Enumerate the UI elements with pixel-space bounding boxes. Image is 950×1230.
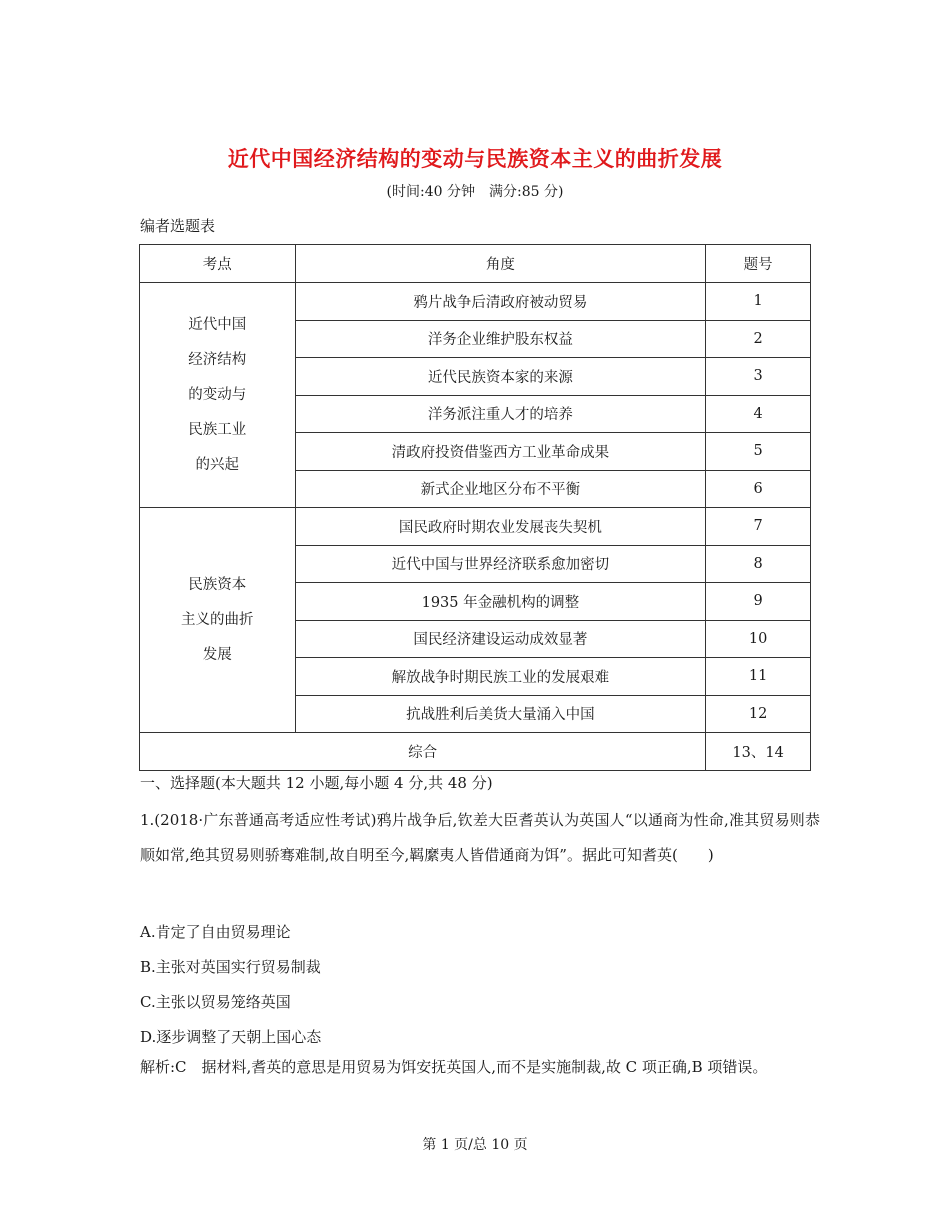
angle-cell: 清政府投资借鉴西方工业革命成果	[295, 433, 706, 471]
topic-cell-1	[140, 283, 296, 508]
topic-line: 经济结构	[188, 351, 247, 368]
angle-cell: 新式企业地区分布不平衡	[295, 470, 706, 508]
number-cell: 6	[706, 470, 811, 508]
angle-cell: 近代中国与世界经济联系愈加密切	[295, 545, 706, 583]
table-row	[140, 283, 811, 321]
angle-cell: 国民经济建设运动成效显著	[295, 620, 706, 658]
angle-cell: 洋务派注重人才的培养	[295, 395, 706, 433]
page-title: 近代中国经济结构的变动与民族资本主义的曲折发展	[227, 147, 723, 171]
topic-cell-2	[140, 508, 296, 733]
header-number: 题号	[706, 245, 811, 283]
number-cell: 12	[706, 695, 811, 733]
number-cell: 8	[706, 545, 811, 583]
number-cell: 2	[706, 320, 811, 358]
table-header-row	[140, 245, 811, 283]
section-heading: 一、选择题(本大题共 12 小题,每小题 4 分,共 48 分)	[140, 774, 493, 792]
table-summary-row	[140, 733, 811, 771]
topic-selection-table	[139, 244, 811, 771]
number-cell: 7	[706, 508, 811, 546]
topic-line: 民族工业	[188, 421, 247, 438]
option-a: A.肯定了自由贸易理论	[140, 923, 291, 941]
question-stem: 1.(2018·广东普通高考适应性考试)鸦片战争后,钦差大臣耆英认为英国人“以通商为性命,准其贸易则恭顺如常,绝其贸易则骄骞难制,故自明至今,羁縻夷人皆借通商为饵”。据此可知耆英( )	[140, 811, 820, 864]
table-caption: 编者选题表	[140, 217, 216, 235]
angle-cell: 抗战胜利后美货大量涌入中国	[295, 695, 706, 733]
topic-line: 民族资本	[188, 576, 247, 593]
time-score-info: (时间:40 分钟 满分:85 分)	[386, 184, 564, 200]
angle-cell: 1935 年金融机构的调整	[295, 583, 706, 621]
number-cell: 11	[706, 658, 811, 696]
option-c: C.主张以贸易笼络英国	[140, 993, 291, 1011]
answer-analysis: 解析:C 据材料,耆英的意思是用贸易为饵安抚英国人,而不是实施制裁,故 C 项正确,B 项错误。	[140, 1058, 768, 1076]
summary-label: 综合	[140, 733, 706, 771]
number-cell: 4	[706, 395, 811, 433]
number-cell: 3	[706, 358, 811, 396]
angle-cell: 鸦片战争后清政府被动贸易	[295, 283, 706, 321]
number-cell: 1	[706, 283, 811, 321]
summary-number: 13、14	[706, 733, 811, 771]
header-angle: 角度	[295, 245, 706, 283]
number-cell: 9	[706, 583, 811, 621]
angle-cell: 国民政府时期农业发展丧失契机	[295, 508, 706, 546]
number-cell: 5	[706, 433, 811, 471]
angle-cell: 解放战争时期民族工业的发展艰难	[295, 658, 706, 696]
topic-line: 主义的曲折	[181, 611, 254, 628]
option-d: D.逐步调整了天朝上国心态	[140, 1028, 322, 1046]
topic-line: 近代中国	[188, 316, 247, 333]
topic-line: 的兴起	[195, 456, 239, 473]
number-cell: 10	[706, 620, 811, 658]
topic-line: 的变动与	[188, 386, 247, 403]
page-footer: 第 1 页/总 10 页	[422, 1137, 528, 1153]
angle-cell: 近代民族资本家的来源	[295, 358, 706, 396]
header-topic: 考点	[140, 245, 296, 283]
topic-line: 发展	[202, 646, 232, 663]
option-b: B.主张对英国实行贸易制裁	[140, 958, 321, 976]
table-row	[140, 508, 811, 546]
angle-cell: 洋务企业维护股东权益	[295, 320, 706, 358]
